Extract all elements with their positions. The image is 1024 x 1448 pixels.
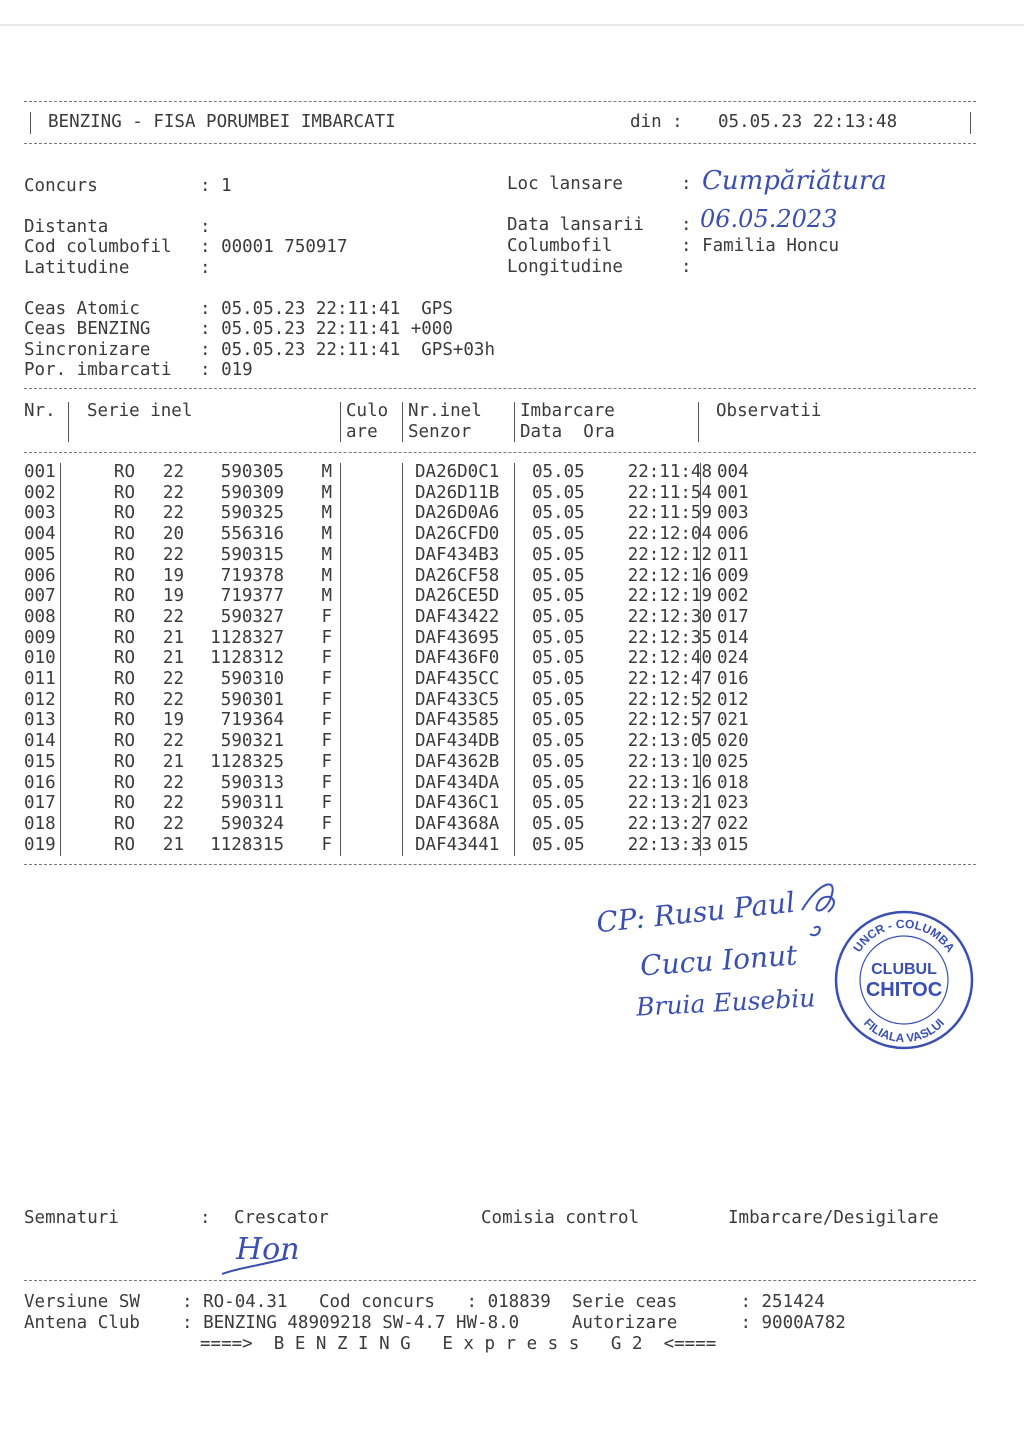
cell-ora: 22:12:12: [627, 544, 712, 565]
cell-culoare: [338, 607, 410, 628]
cell-data: 05.05: [532, 524, 585, 545]
cell-data: 05.05: [532, 751, 585, 772]
cell-senzor: DAF435CC: [415, 669, 500, 690]
cell-inel: 590325: [220, 503, 284, 524]
cell-inel: 1128327: [210, 627, 284, 648]
commission-signature-3: Bruia Eusebiu: [635, 983, 816, 1022]
table-row: [24, 503, 777, 524]
cell-culoare: [338, 669, 410, 690]
cell-senzor: DAF434B3: [415, 544, 500, 565]
cell-tara: RO: [113, 462, 135, 482]
cell-tara: RO: [113, 544, 135, 565]
cell-senzor: DA26CFD0: [415, 524, 500, 545]
pigeon-table: [24, 462, 777, 855]
cell-data: 05.05: [532, 772, 585, 793]
cell-nr: 003: [24, 503, 56, 524]
cell-nr: 002: [24, 482, 56, 503]
cell-obs: 014: [717, 627, 749, 648]
porumbei-imbarcati-label: Por. imbarcati: [24, 360, 172, 380]
cell-ora: 22:12:57: [627, 710, 712, 731]
row-sep-sex: [340, 463, 341, 856]
longitudine-value: :: [681, 257, 692, 277]
cell-data: 05.05: [532, 503, 585, 524]
footer-line-2: Antena Club : BENZING 48909218 SW-4.7 HW-8.0 Autorizare : 9000A782: [24, 1313, 846, 1333]
loc-lansare-label: Loc lansare: [507, 174, 623, 194]
document-title: BENZING - FISA PORUMBEI IMBARCATI: [48, 112, 396, 132]
semnaturi-colon: :: [200, 1208, 211, 1228]
cell-senzor: DAF434DA: [415, 772, 500, 793]
cell-an: 19: [162, 586, 184, 607]
ceas-atomic-label: Ceas Atomic: [24, 299, 140, 319]
cell-tara: RO: [113, 834, 135, 855]
table-row: [24, 690, 777, 711]
col-sep: [340, 402, 341, 442]
cell-culoare: [338, 773, 410, 794]
cell-tara: RO: [113, 751, 135, 772]
table-bottom-rule: [24, 864, 976, 865]
cell-tara: RO: [113, 793, 135, 814]
table-row: [24, 628, 777, 649]
cell-nr: 018: [24, 813, 56, 834]
cell-nr: 007: [24, 586, 56, 607]
table-row: [24, 566, 777, 587]
cell-senzor: DA26CF58: [415, 565, 500, 586]
crescator-signature-underline: [218, 1250, 298, 1280]
table-row: [24, 814, 777, 835]
cell-ora: 22:11:54: [627, 482, 712, 503]
cell-obs: 002: [717, 586, 749, 607]
cell-tara: RO: [113, 627, 135, 648]
cell-sex: F: [321, 669, 332, 690]
cell-inel: 590315: [220, 544, 284, 565]
cell-culoare: [338, 586, 410, 607]
cell-data: 05.05: [532, 793, 585, 814]
cell-sex: M: [321, 482, 332, 503]
cell-tara: RO: [113, 813, 135, 834]
cell-culoare: [338, 835, 410, 856]
cell-ora: 22:13:16: [627, 772, 712, 793]
cell-inel: 1128312: [210, 648, 284, 669]
footer-line-3: ====> B E N Z I N G E x p r e s s G 2 <====: [200, 1334, 717, 1354]
cell-an: 21: [162, 751, 184, 772]
header-date: 05.05.23 22:13:48: [718, 112, 898, 132]
cell-senzor: DAF436C1: [415, 793, 500, 814]
columbofil-label: Columbofil: [507, 236, 613, 256]
row-sep-nr: [60, 463, 61, 856]
cell-obs: 001: [717, 482, 749, 503]
cell-data: 05.05: [532, 834, 585, 855]
sincronizare-label: Sincronizare: [24, 340, 151, 360]
col-header-nr: Nr.: [24, 401, 56, 421]
cell-obs: 018: [717, 772, 749, 793]
cell-sex: F: [321, 731, 332, 752]
cell-inel: 719377: [220, 586, 284, 607]
stamp-center-line-1: CLUBUL: [871, 961, 937, 978]
cell-culoare: [338, 462, 410, 483]
latitudine-label: Latitudine: [24, 258, 130, 278]
data-lansarii-label: Data lansarii: [507, 215, 644, 235]
cell-ora: 22:13:33: [627, 834, 712, 855]
commission-signature-2: Cucu Ionut: [639, 938, 799, 983]
cell-sex: F: [321, 627, 332, 648]
cell-tara: RO: [113, 503, 135, 524]
col-header-senzor: Senzor: [408, 422, 472, 442]
cell-sex: F: [321, 648, 332, 669]
cell-ora: 22:13:05: [627, 731, 712, 752]
cell-an: 22: [162, 669, 184, 690]
cell-obs: 021: [717, 710, 749, 731]
cell-senzor: DAF4368A: [415, 813, 500, 834]
columbofil-value: : Familia Honcu: [681, 236, 840, 256]
cell-nr: 017: [24, 793, 56, 814]
cell-culoare: [338, 503, 410, 524]
col-sep: [514, 402, 515, 442]
cell-obs: 017: [717, 606, 749, 627]
table-row: [24, 731, 777, 752]
cell-an: 22: [162, 731, 184, 752]
cell-ora: 22:11:59: [627, 503, 712, 524]
cell-tara: RO: [113, 669, 135, 690]
cell-obs: 003: [717, 503, 749, 524]
data-lansarii-colon: :: [681, 215, 692, 235]
cell-sex: F: [321, 710, 332, 731]
cell-an: 22: [162, 544, 184, 565]
cell-sex: M: [321, 503, 332, 524]
cell-nr: 005: [24, 544, 56, 565]
table-row: [24, 793, 777, 814]
data-lansarii-handwritten: 06.05.2023: [700, 205, 838, 233]
cell-inel: 590301: [220, 689, 284, 710]
cell-tara: RO: [113, 586, 135, 607]
cell-data: 05.05: [532, 669, 585, 690]
distanta-label: Distanta: [24, 217, 109, 237]
page-top-edge: [0, 24, 1024, 26]
cell-nr: 015: [24, 751, 56, 772]
cell-senzor: DAF43441: [415, 834, 500, 855]
club-stamp: [832, 908, 976, 1052]
loc-lansare-handwritten: Cumpăriătura: [702, 166, 887, 196]
cell-tara: RO: [113, 524, 135, 545]
cell-senzor: DAF43695: [415, 627, 500, 648]
cell-sex: M: [321, 544, 332, 565]
cell-an: 19: [162, 565, 184, 586]
cell-inel: 590321: [220, 731, 284, 752]
longitudine-label: Longitudine: [507, 257, 623, 277]
cell-ora: 22:12:04: [627, 524, 712, 545]
table-row: [24, 607, 777, 628]
semnaturi-label: Semnaturi: [24, 1208, 119, 1228]
concurs-label: Concurs: [24, 176, 98, 196]
cell-obs: 025: [717, 751, 749, 772]
cell-obs: 022: [717, 813, 749, 834]
latitudine-value: :: [200, 258, 211, 278]
cell-obs: 024: [717, 648, 749, 669]
table-row: [24, 669, 777, 690]
header-din-label: din :: [630, 112, 683, 132]
cell-tara: RO: [113, 606, 135, 627]
header-right-border: [970, 112, 971, 134]
cell-obs: 006: [717, 524, 749, 545]
header-bottom-rule: [24, 143, 976, 144]
concurs-value: : 1: [200, 176, 232, 196]
cell-obs: 012: [717, 689, 749, 710]
footer-rule: [24, 1280, 976, 1281]
cell-senzor: DAF43585: [415, 710, 500, 731]
cell-inel: 590310: [220, 669, 284, 690]
cell-ora: 22:12:35: [627, 627, 712, 648]
col-header-serie: Serie inel: [87, 401, 193, 421]
table-top-rule: [24, 388, 976, 389]
cell-senzor: DAF434DB: [415, 731, 500, 752]
cell-an: 20: [162, 524, 184, 545]
cell-nr: 001: [24, 462, 56, 482]
cell-sex: F: [321, 751, 332, 772]
cell-ora: 22:13:21: [627, 793, 712, 814]
cell-nr: 012: [24, 689, 56, 710]
cell-obs: 009: [717, 565, 749, 586]
col-header-nrinel: Nr.inel: [408, 401, 482, 421]
cell-nr: 009: [24, 627, 56, 648]
col-sep: [402, 402, 403, 442]
cell-sex: M: [321, 565, 332, 586]
cell-culoare: [338, 483, 410, 504]
cell-senzor: DA26D11B: [415, 482, 500, 503]
cell-ora: 22:12:47: [627, 669, 712, 690]
cell-culoare: [338, 752, 410, 773]
table-row: [24, 483, 777, 504]
cell-inel: 590327: [220, 606, 284, 627]
table-row: [24, 752, 777, 773]
cell-data: 05.05: [532, 482, 585, 503]
table-row: [24, 462, 777, 483]
cell-senzor: DA26CE5D: [415, 586, 500, 607]
cell-ora: 22:12:16: [627, 565, 712, 586]
cell-culoare: [338, 566, 410, 587]
cell-tara: RO: [113, 648, 135, 669]
imbarcare-desigilare-label: Imbarcare/Desigilare: [728, 1208, 939, 1228]
cell-data: 05.05: [532, 462, 585, 482]
cell-senzor: DA26D0C1: [415, 462, 500, 482]
cell-data: 05.05: [532, 731, 585, 752]
cell-data: 05.05: [532, 648, 585, 669]
cell-an: 22: [162, 482, 184, 503]
cell-inel: 1128315: [210, 834, 284, 855]
cell-data: 05.05: [532, 565, 585, 586]
cod-columbofil-value: : 00001 750917: [200, 237, 348, 257]
cell-senzor: DAF43422: [415, 606, 500, 627]
comisia-control-label: Comisia control: [481, 1208, 640, 1228]
distanta-value: :: [200, 217, 211, 237]
cell-culoare: [338, 793, 410, 814]
cell-obs: 004: [717, 462, 749, 482]
cell-data: 05.05: [532, 689, 585, 710]
col-header-data-ora: Data Ora: [520, 422, 615, 442]
cell-obs: 015: [717, 834, 749, 855]
cell-an: 21: [162, 648, 184, 669]
cell-ora: 22:12:19: [627, 586, 712, 607]
cell-obs: 023: [717, 793, 749, 814]
table-row: [24, 648, 777, 669]
cell-sex: F: [321, 772, 332, 793]
col-header-culoare-2: are: [346, 422, 378, 442]
cell-sex: M: [321, 524, 332, 545]
cell-senzor: DAF4362B: [415, 751, 500, 772]
cell-tara: RO: [113, 482, 135, 503]
cell-sex: M: [321, 586, 332, 607]
col-sep: [68, 402, 69, 442]
table-row: [24, 586, 777, 607]
cell-obs: 020: [717, 731, 749, 752]
row-sep-culoare: [402, 463, 403, 856]
sincronizare-value: : 05.05.23 22:11:41 GPS+03h: [200, 340, 496, 360]
cell-culoare: [338, 710, 410, 731]
cell-inel: 590311: [220, 793, 284, 814]
cell-inel: 719364: [220, 710, 284, 731]
cell-obs: 011: [717, 544, 749, 565]
cell-inel: 556316: [220, 524, 284, 545]
cell-ora: 22:12:30: [627, 606, 712, 627]
commission-signature-1: CP: Rusu Paul: [594, 885, 797, 940]
cell-tara: RO: [113, 565, 135, 586]
cell-sex: F: [321, 834, 332, 855]
cell-culoare: [338, 814, 410, 835]
cell-an: 22: [162, 689, 184, 710]
cell-data: 05.05: [532, 710, 585, 731]
cell-an: 19: [162, 710, 184, 731]
cell-an: 22: [162, 462, 184, 482]
cell-senzor: DAF436F0: [415, 648, 500, 669]
cell-nr: 014: [24, 731, 56, 752]
cell-nr: 011: [24, 669, 56, 690]
cell-culoare: [338, 628, 410, 649]
ceas-benzing-label: Ceas BENZING: [24, 319, 151, 339]
ceas-atomic-value: : 05.05.23 22:11:41 GPS: [200, 299, 453, 319]
cell-ora: 22:12:52: [627, 689, 712, 710]
cell-culoare: [338, 690, 410, 711]
col-header-culoare: Culo: [346, 401, 389, 421]
stamp-top-text: UNCR - COLUMBA: [850, 916, 958, 955]
row-sep-ora: [700, 463, 701, 856]
footer-line-1: Versiune SW : RO-04.31 Cod concurs : 018839 Serie ceas : 251424: [24, 1292, 825, 1312]
table-row: [24, 524, 777, 545]
cell-nr: 019: [24, 834, 56, 855]
table-row: [24, 773, 777, 794]
cell-ora: 22:12:40: [627, 648, 712, 669]
cell-culoare: [338, 731, 410, 752]
row-sep-senzor: [514, 463, 515, 856]
cell-an: 22: [162, 503, 184, 524]
cell-sex: M: [321, 462, 332, 482]
cell-tara: RO: [113, 710, 135, 731]
cell-nr: 010: [24, 648, 56, 669]
cell-inel: 719378: [220, 565, 284, 586]
crescator-signature: Hon: [236, 1232, 300, 1267]
cell-data: 05.05: [532, 544, 585, 565]
cell-tara: RO: [113, 731, 135, 752]
cell-inel: 1128325: [210, 751, 284, 772]
cell-sex: F: [321, 606, 332, 627]
cell-inel: 590324: [220, 813, 284, 834]
cell-senzor: DA26D0A6: [415, 503, 500, 524]
cell-inel: 590309: [220, 482, 284, 503]
crescator-label: Crescator: [234, 1208, 329, 1228]
table-header-rule: [24, 452, 976, 453]
cell-inel: 590305: [220, 462, 284, 482]
cell-data: 05.05: [532, 606, 585, 627]
table-row: [24, 545, 777, 566]
cell-nr: 004: [24, 524, 56, 545]
cell-an: 21: [162, 627, 184, 648]
cell-obs: 016: [717, 669, 749, 690]
cell-an: 22: [162, 813, 184, 834]
cell-data: 05.05: [532, 627, 585, 648]
cell-nr: 008: [24, 606, 56, 627]
cell-ora: 22:11:48: [627, 462, 712, 482]
cell-nr: 006: [24, 565, 56, 586]
stamp-bottom-text: FILIALA VASLUI: [861, 1015, 947, 1046]
cell-an: 22: [162, 772, 184, 793]
ceas-benzing-value: : 05.05.23 22:11:41 +000: [200, 319, 453, 339]
col-header-imbarcare: Imbarcare: [520, 401, 615, 421]
table-row: [24, 835, 777, 856]
loc-lansare-colon: :: [681, 174, 692, 194]
cell-tara: RO: [113, 689, 135, 710]
cell-data: 05.05: [532, 813, 585, 834]
cell-culoare: [338, 648, 410, 669]
cell-nr: 016: [24, 772, 56, 793]
cell-nr: 013: [24, 710, 56, 731]
cell-tara: RO: [113, 772, 135, 793]
cell-sex: F: [321, 689, 332, 710]
cell-sex: F: [321, 793, 332, 814]
header-top-rule: [24, 101, 976, 102]
header-left-border: [30, 112, 31, 134]
cell-sex: F: [321, 813, 332, 834]
table-row: [24, 710, 777, 731]
cod-columbofil-label: Cod columbofil: [24, 237, 172, 257]
porumbei-imbarcati-value: : 019: [200, 360, 253, 380]
cell-ora: 22:13:27: [627, 813, 712, 834]
cell-data: 05.05: [532, 586, 585, 607]
cell-an: 22: [162, 606, 184, 627]
cell-senzor: DAF433C5: [415, 689, 500, 710]
cell-an: 22: [162, 793, 184, 814]
col-sep: [698, 402, 699, 442]
cell-an: 21: [162, 834, 184, 855]
cell-culoare: [338, 524, 410, 545]
cell-ora: 22:13:10: [627, 751, 712, 772]
stamp-center-line-2: CHITOC: [865, 979, 943, 1001]
cell-inel: 590313: [220, 772, 284, 793]
col-header-observatii: Observatii: [716, 401, 822, 421]
cell-culoare: [338, 545, 410, 566]
